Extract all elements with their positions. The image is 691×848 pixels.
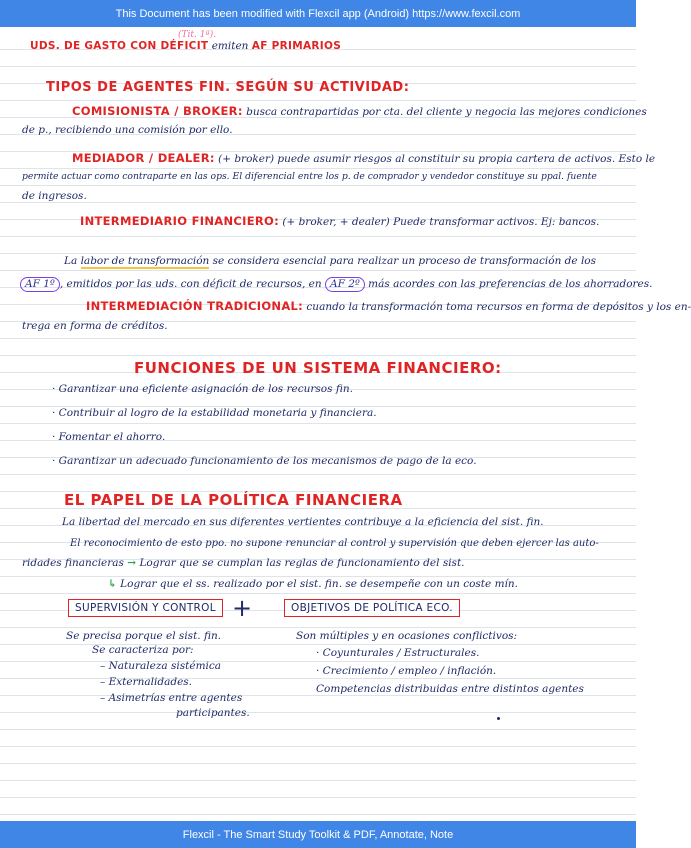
bullet-1: · Garantizar una eficiente asignación de los recursos fin. [52, 383, 353, 395]
section-title-funciones: FUNCIONES DE UN SISTEMA FINANCIERO: [134, 359, 502, 377]
section-title-politica: EL PAPEL DE LA POLÍTICA FINANCIERA [64, 491, 403, 509]
right-note-3: · Crecimiento / empleo / inflación. [316, 665, 497, 677]
left-note-1: Se precisa porque el sist. fin. [66, 630, 222, 642]
politica-text-3 [22, 557, 465, 570]
objetivos-politica-box: OBJETIVOS DE POLÍTICA ECO. [284, 599, 460, 617]
comisionista-line [72, 104, 647, 119]
intermediario-label: INTERMEDIARIO FINANCIERO: [80, 214, 279, 228]
bullet-2: · Contribuir al logro de la estabilidad monetaria y financiera. [52, 407, 377, 419]
af2-circled: AF 2º [325, 277, 365, 292]
mediador-text-2: permite actuar como contraparte en las ops. El diferencial entre los p. de comprador y vendedor constituye su ppal. fuente [22, 171, 597, 182]
intermediario-line [80, 214, 599, 229]
right-note-2: · Coyunturales / Estructurales. [316, 647, 480, 659]
flexcil-bottom-banner: Flexcil - The Smart Study Toolkit & PDF, Annotate, Note [0, 821, 636, 848]
tradicional-text-2: trega en forma de créditos. [22, 320, 168, 332]
intermediario-text: (+ broker, + dealer) Puede transformar activos. Ej: bancos. [282, 216, 600, 228]
left-note-3: – Naturaleza sistémica [100, 660, 222, 672]
right-note-4: Competencias distribuidas entre distintos agentes [316, 683, 584, 695]
transf-text-1c: se considera esencial para realizar un proceso de transformación de los [212, 255, 597, 267]
comisionista-text-2: de p., recibiendo una comisión por ello. [22, 124, 233, 136]
header-pink-note: (Tit. 1ª). [178, 30, 217, 40]
mediador-label: MEDIADOR / DEALER: [72, 151, 215, 165]
comisionista-label: COMISIONISTA / BROKER: [72, 104, 243, 118]
green-arrow-icon: → [127, 557, 137, 569]
bullet-3: · Fomentar el ahorro. [52, 431, 166, 443]
mediador-text: (+ broker) puede asumir riesgos al constituir su propia cartera de activos. Esto le [218, 153, 656, 165]
header-emiten-text: emiten [211, 40, 249, 52]
labor-transformacion-highlight: labor de transformación [80, 255, 210, 267]
politica-text-1: La libertad del mercado en sus diferentes vertientes contribuye a la eficiencia del sist. fin. [62, 516, 544, 528]
transf-text-1a: La [64, 255, 78, 267]
tradicional-text: cuando la transformación toma recursos en forma de depósitos y los en- [306, 301, 691, 313]
supervision-control-box: SUPERVISIÓN Y CONTROL [68, 599, 223, 617]
flexcil-top-banner: This Document has been modified with Flexcil app (Android) https://www.fexcil.com [0, 0, 636, 27]
right-note-1: Son múltiples y en ocasiones conflictivos: [296, 630, 518, 642]
left-note-4: – Externalidades. [100, 676, 193, 688]
bullet-4: · Garantizar un adecuado funcionamiento de los mecanismos de pago de la eco. [52, 455, 477, 467]
tradicional-line [86, 299, 691, 314]
mediador-text-3: de ingresos. [22, 190, 87, 202]
left-note-6: participantes. [176, 707, 250, 719]
transf-text-2a: , emitidos por las uds. con déficit de recursos, en [59, 278, 322, 290]
tradicional-label: INTERMEDIACIÓN TRADICIONAL: [86, 299, 304, 313]
transf-text-2b: más acordes con las preferencias de los ahorradores. [368, 278, 653, 290]
comisionista-text: busca contrapartidas por cta. del cliente y negocia las mejores condiciones [246, 106, 647, 118]
left-note-5: – Asimetrías entre agentes [100, 692, 243, 704]
section-title-tipos-agentes: TIPOS DE AGENTES FIN. SEGÚN SU ACTIVIDAD: [46, 80, 410, 95]
plus-sign: + [232, 594, 253, 622]
af1-circled: AF 1º [20, 277, 60, 292]
left-note-2: Se caracteriza por: [92, 644, 194, 656]
transformacion-line-2 [20, 277, 653, 292]
politica-text-3b: Lograr que se cumplan las reglas de funcionamiento del sist. [139, 557, 465, 569]
header-af-primarios: AF PRIMARIOS [251, 40, 342, 52]
politica-text-4 [108, 578, 518, 591]
stray-dot [497, 717, 500, 720]
politica-text-2: El reconocimiento de esto ppo. no supone renunciar al control y supervisión que deben ejercer las auto- [70, 538, 599, 549]
mediador-line [72, 151, 655, 166]
politica-text-3a: ridades financieras [22, 557, 124, 569]
green-hook-arrow-icon: ↳ [108, 578, 117, 590]
header-deficit-label: UDS. DE GASTO CON DÉFICIT [30, 40, 209, 52]
politica-text-4-body: Lograr que el ss. realizado por el sist. fin. se desempeñe con un coste mín. [120, 578, 518, 590]
transformacion-line-1 [64, 255, 596, 268]
note-page [0, 27, 691, 821]
